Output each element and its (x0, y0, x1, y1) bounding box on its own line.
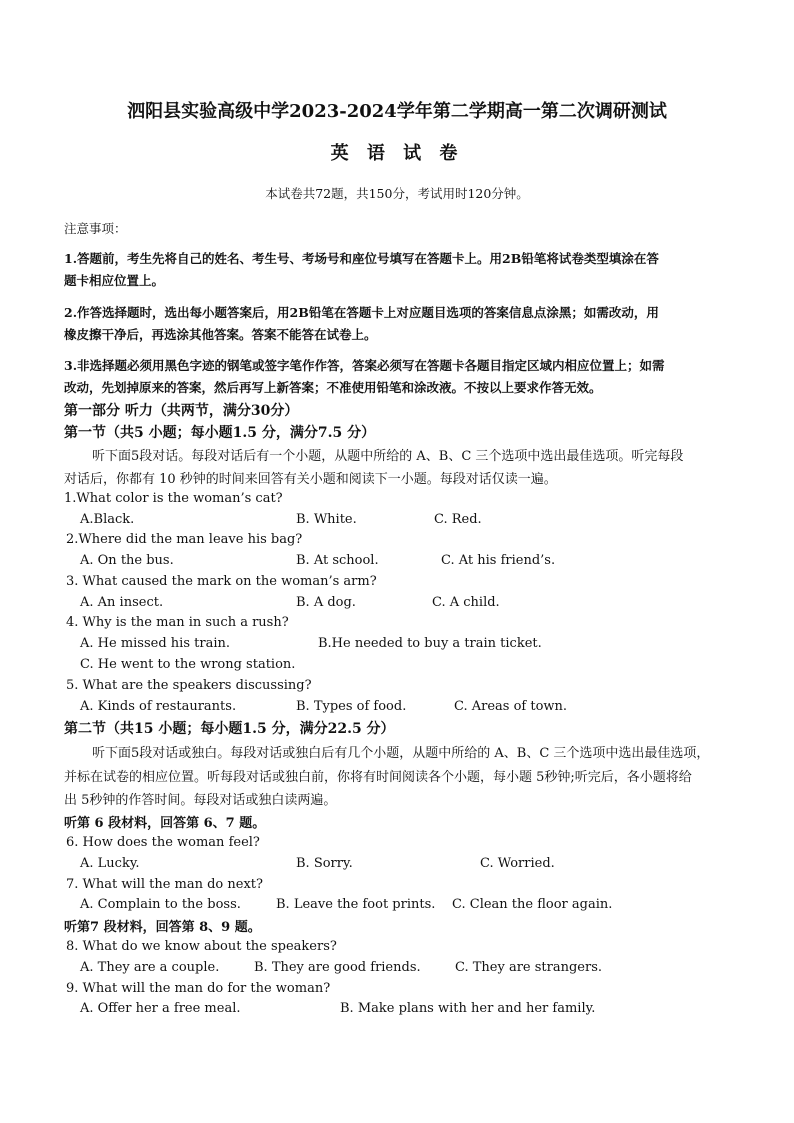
question-9: 9. What will the man do for the woman? (66, 981, 331, 996)
question-7-option-b: B. Leave the foot prints. (276, 897, 436, 912)
question-7-option-c: C. Clean the floor again. (452, 897, 613, 912)
question-9-option-b: B. Make plans with her and her family. (340, 1001, 596, 1016)
material-6-heading: 听第 6 段材料，回答第 6、7 题。 (64, 816, 266, 831)
question-9-option-a: A. Offer her a free meal. (80, 1001, 241, 1016)
question-4-option-a: A. He missed his train. (80, 636, 230, 651)
question-6-option-c: C. Worried. (480, 856, 555, 871)
question-2-option-c: C. At his friend’s. (441, 553, 556, 568)
question-4: 4. Why is the man in such a rush? (66, 615, 289, 630)
section-2-directions-line-2: 并标在试卷的相应位置。听每段对话或独白前，你将有时间阅读各个小题，每小题 5秒钟;听完后，各小题将给 (64, 770, 692, 785)
question-2-option-b: B. At school. (296, 553, 379, 568)
section-2-directions-line-3: 出 5秒钟的作答时间。每段对话或独白读两遍。 (64, 793, 337, 808)
question-8: 8. What do we know about the speakers? (66, 939, 337, 954)
material-7-heading: 听第7 段材料，回答第 8、9 题。 (64, 920, 261, 935)
question-8-option-a: A. They are a couple. (80, 960, 220, 975)
exam-intro: 本试卷共72题，共150分，考试用时120分钟。 (265, 186, 529, 201)
question-6: 6. How does the woman feel? (66, 835, 260, 850)
section-1-directions-line-2: 对话后，你都有 10 秒钟的时间来回答有关小题和阅读下一小题。每段对话仅读一遍。 (64, 472, 557, 487)
section-2-heading: 第二节（共15 小题；每小题1.5 分，满分22.5 分） (64, 721, 395, 737)
question-2: 2.Where did the man leave his bag? (66, 532, 303, 547)
section-1-heading: 第一节（共5 小题；每小题1.5 分，满分7.5 分） (64, 425, 376, 441)
note-2-line-1: 2.作答选择题时，选出每小题答案后，用2B铅笔在答题卡上对应题目选项的答案信息点涂黑；如需改动，用 (64, 305, 659, 320)
question-5-option-c: C. Areas of town. (454, 699, 568, 714)
question-4-option-c: C. He went to the wrong station. (80, 657, 296, 672)
question-6-option-a: A. Lucky. (80, 856, 140, 871)
note-1-line-2: 题卡相应位置上。 (64, 273, 165, 288)
question-3-option-a: A. An insect. (80, 595, 164, 610)
question-3-option-b: B. A dog. (296, 595, 356, 610)
exam-title: 泗阳县实验高级中学2023-2024学年第二学期高一第二次调研测试 (127, 101, 667, 122)
note-2-line-2: 橡皮擦干净后，再选涂其他答案。答案不能答在试卷上。 (64, 327, 377, 342)
question-8-option-c: C. They are strangers. (455, 960, 603, 975)
note-3-line-1: 3.非选择题必须用黑色字迹的钢笔或签字笔作作答，答案必须写在答题卡各题目指定区域内相应位置上；如需 (64, 358, 665, 373)
question-6-option-b: B. Sorry. (296, 856, 353, 871)
question-2-option-a: A. On the bus. (80, 553, 174, 568)
question-3-option-c: C. A child. (432, 595, 500, 610)
note-3-line-2: 改动，先划掉原来的答案，然后再写上新答案；不准使用铅笔和涂改液。不按以上要求作答无效。 (64, 380, 602, 395)
question-7: 7. What will the man do next? (66, 877, 263, 892)
exam-subtitle: 英 语 试 卷 (330, 143, 464, 164)
section-1-directions-line-1: 听下面5段对话。每段对话后有一个小题，从题中所给的 A、B、C 三个选项中选出最佳选项。听完每段 (92, 449, 684, 464)
question-1-option-a: A.Black. (80, 512, 135, 527)
question-3: 3. What caused the mark on the woman’s arm? (66, 574, 377, 589)
question-4-option-b: B.He needed to buy a train ticket. (318, 636, 542, 651)
notes-heading: 注意事项： (64, 221, 127, 236)
question-1-option-c: C. Red. (434, 512, 482, 527)
note-1-line-1: 1.答题前，考生先将自己的姓名、考生号、考场号和座位号填写在答题卡上。用2B铅笔将试卷类型填涂在答 (64, 251, 659, 266)
question-5-option-b: B. Types of food. (296, 699, 407, 714)
question-1: 1.What color is the woman’s cat? (64, 491, 283, 506)
question-5: 5. What are the speakers discussing? (66, 678, 312, 693)
question-7-option-a: A. Complain to the boss. (80, 897, 241, 912)
part-1-heading: 第一部分 听力（共两节，满分30分） (64, 403, 299, 419)
question-5-option-a: A. Kinds of restaurants. (80, 699, 237, 714)
question-1-option-b: B. White. (296, 512, 357, 527)
section-2-directions-line-1: 听下面5段对话或独白。每段对话或独白后有几个小题，从题中所给的 A、B、C 三个选项中选出最佳选项， (92, 746, 710, 761)
question-8-option-b: B. They are good friends. (254, 960, 421, 975)
